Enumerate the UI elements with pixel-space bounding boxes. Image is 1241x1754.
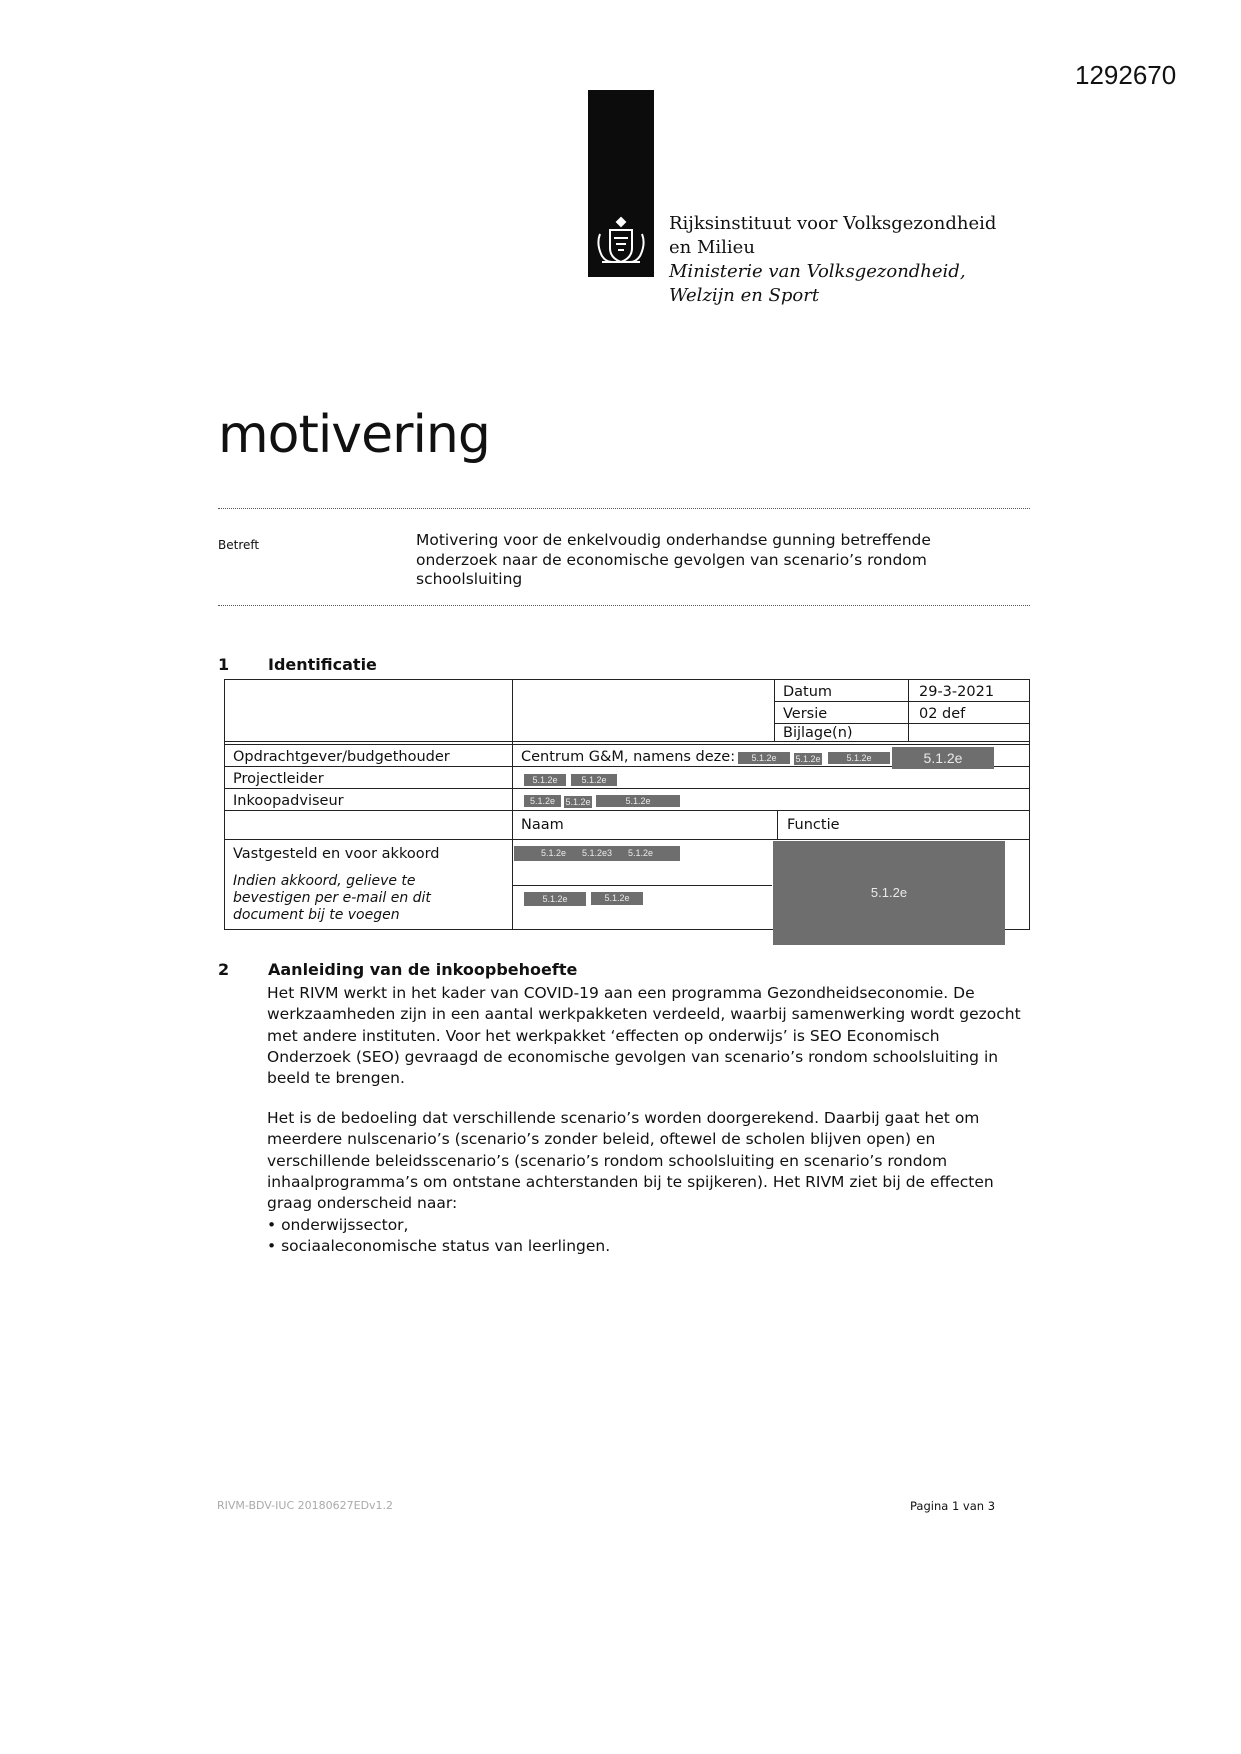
redaction-box: 5.1.2e [828, 752, 890, 764]
redaction-box: 5.1.2e [591, 892, 643, 905]
opdrachtgever-value: Centrum G&M, namens deze: [521, 749, 736, 765]
redaction-box: 5.1.2e [892, 747, 994, 769]
identificatie-table [224, 679, 1030, 930]
organization-name [669, 212, 996, 308]
section-1-title: Identificatie [268, 655, 377, 674]
document-number: 1292670 [1075, 60, 1177, 90]
org-line-3: Ministerie van Volksgezondheid, [669, 261, 966, 282]
section-2-bullets [267, 1215, 1027, 1258]
section-1-heading [218, 655, 377, 674]
redaction-box: 5.1.2e [524, 774, 566, 786]
section-2-title: Aanleiding van de inkoopbehoefte [268, 960, 578, 979]
footer-code: RIVM-BDV-IUC 20180627EDv1.2 [217, 1499, 394, 1512]
bullet-item: • onderwijssector, [267, 1216, 409, 1234]
versie-value: 02 def [919, 706, 966, 722]
redaction-box: 5.1.2e [571, 774, 617, 786]
redaction-box: 5.1.2e [795, 754, 821, 764]
projectleider-label: Projectleider [233, 771, 324, 787]
opdrachtgever-label: Opdrachtgever/budgethouder [233, 749, 450, 765]
divider-top [218, 508, 1030, 509]
org-line-4: Welzijn en Sport [669, 285, 820, 306]
org-line-2: en Milieu [669, 237, 755, 258]
datum-label: Datum [783, 684, 833, 700]
betreft-label: Betreft [218, 538, 260, 552]
betreft-text: Motivering voor de enkelvoudig onderhandse gunning betreffende onderzoek naar de economische gevolgen van scenario’s rondom schoolsluiting [416, 531, 931, 588]
redaction-code: 5.1.2e [540, 848, 566, 858]
crest-icon [592, 212, 650, 270]
section-2-heading [218, 960, 577, 979]
redaction-box: 5.1.2e [565, 797, 591, 807]
redaction-box: 5.1.2e [524, 795, 561, 807]
vastgesteld-label: Vastgesteld en voor akkoord [233, 846, 440, 862]
page-title: motivering [218, 405, 490, 465]
functie-header: Functie [787, 817, 840, 833]
org-line-1: Rijksinstituut voor Volksgezondheid [669, 213, 997, 234]
inkoopadviseur-label: Inkoopadviseur [233, 793, 344, 809]
bijlage-label: Bijlage(n) [783, 725, 853, 741]
section-2-number: 2 [218, 960, 230, 979]
naam-header: Naam [521, 817, 564, 833]
redaction-box: 5.1.2e [738, 752, 790, 764]
redaction-box: 5.1.2e [596, 795, 680, 807]
redaction-box: 5.1.2e [524, 892, 586, 906]
section-1-number: 1 [218, 655, 230, 674]
footer-page-number: Pagina 1 van 3 [910, 1499, 996, 1513]
divider-bottom [218, 605, 1030, 606]
redaction-box-large: 5.1.2e [773, 841, 1005, 945]
rijksoverheid-logo [588, 90, 654, 277]
bullet-item: • sociaaleconomische status van leerlingen. [267, 1237, 611, 1256]
section-2-paragraph-2: Het is de bedoeling dat verschillende scenario’s worden doorgerekend. Daarbij gaat het om meerdere nulscenario’s (scenario’s zonder beleid, oftewel de scholen blijven open) en verschillende beleidsscenario’s (scenario’s rondom schoolsluiting en scenario’s rondom inhaalprogramma’s om ontstane achterstanden bij te spijkeren). Het RIVM ziet bij de effecten graag onderscheid naar: [267, 1109, 994, 1213]
datum-value: 29-3-2021 [919, 684, 995, 700]
section-2-paragraph-1: Het RIVM werkt in het kader van COVID-19 aan een programma Gezondheidseconomie. De werkzaamheden zijn in een aantal werkpakketen verdeeld, waarbij samenwerking wordt gezocht met andere instituten. Voor het werkpakket ‘effecten op onderwijs’ is SEO Economisch Onderzoek (SEO) gevraagd de economische gevolgen van scenario’s rondom schoolsluiting in beeld te brengen. [267, 984, 1021, 1088]
redaction-box [514, 846, 680, 861]
redaction-code: 5.1.2e3 [581, 848, 613, 858]
indien-akkoord-note: Indien akkoord, gelieve te bevestigen per e-mail en dit document bij te voegen [233, 873, 431, 923]
redaction-code: 5.1.2e [628, 848, 654, 858]
versie-label: Versie [783, 706, 828, 722]
